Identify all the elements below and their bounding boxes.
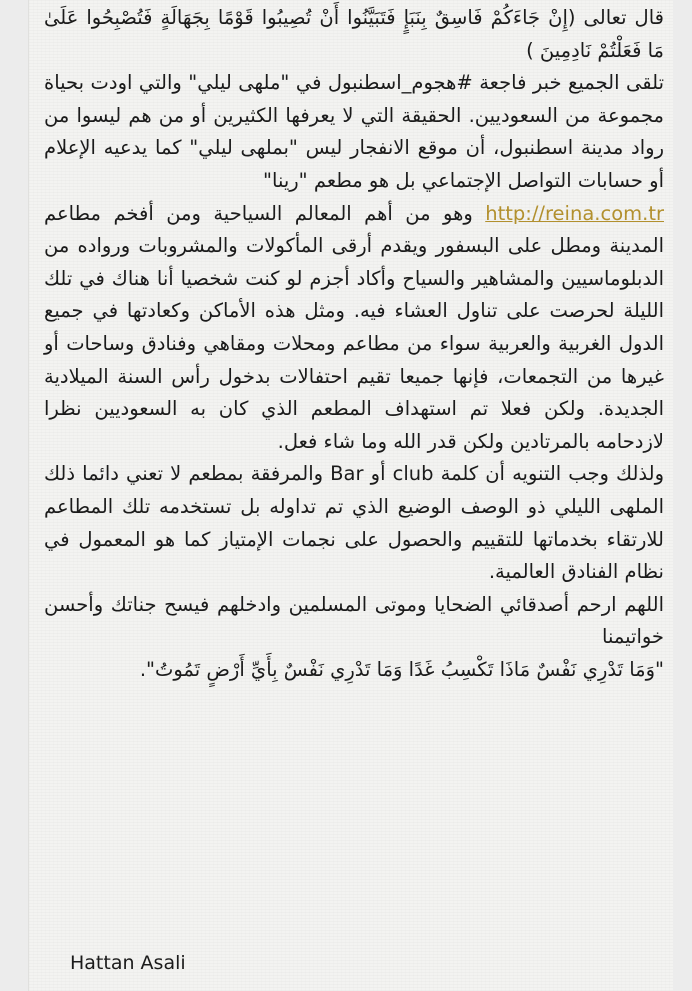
prayer-paragraph: اللهم ارحم أصدقائي الضحايا وموتى المسلمين وادخلهم فيسح جناتك وأحسن خواتيمنا (44, 592, 664, 649)
restaurant-description: وهو من أهم المعالم السياحية ومن أفخم مطاعم المدينة ومطل على البسفور ويقدم أرقى المأكولات والمشروبات ورواده من الدبلوماسيين والمشاهير والسياح وأكاد أجزم لو كنت شخصيا أنا هناك في تلك الليلة لحرصت على تناول العشاء فيه. ومثل هذه الأماكن وكعادتها في جميع الدول الغربية والعربية سواء من مطاعم ومحلات ومقاهي وفنادق وساحات أو غيرها من التجمعات، فإنها جميعا تقيم احتفالات بدخول رأس السنة الميلادية الجديدة. ولكن فعلا تم استهداف المطعم الذي كان به السعوديين نظرا لازدحامه بالمرتادين ولكن قدر الله وما شاء فعل. (44, 201, 664, 453)
quran-verse-paragraph: قال تعالى (إِنْ جَاءَكُمْ فَاسِقٌ بِنَبَإٍ فَتَبَيَّنُوا أَنْ تُصِيبُوا قَوْمًا بِجَهَالَةٍ فَتُصْبِحُوا عَلَىٰ مَا فَعَلْتُمْ نَادِمِينَ ) (44, 6, 664, 62)
closing-verse-paragraph: "وَمَا تَدْرِي نَفْسٌ مَاذَا تَكْسِبُ غَدًا وَمَا تَدْرِي نَفْسٌ بِأَيِّ أَرْضٍ تَمُوتُ". (139, 657, 664, 681)
club-word: club (392, 462, 434, 486)
note-body (44, 2, 664, 686)
restaurant-paragraph (44, 198, 664, 459)
news-paragraph: تلقى الجميع خبر فاجعة #هجوم_اسطنبول في "ملهى ليلي" والتي اودت بحياة مجموعة من السعوديين. الحقيقة التي لا يعرفها الكثيرين أو من هم ليسوا من رواد مدينة اسطنبول، أن موقع الانفجار ليس "بملهى ليلي" كما يدعيه الإعلام أو حسابات التواصل الإجتماعي بل هو مطعم "رينا" (44, 71, 664, 192)
or-word: أو (370, 462, 386, 486)
clarification-paragraph (44, 458, 664, 588)
clarification-rest: والمرفقة بمطعم لا تعني دائما ذلك الملهى الليلي ذو الوصف الوضيع الذي تم تداوله بل تستخدمه تلك المطاعم للارتقاء بخدماتها للتقييم والحصول على نجمات الإمتياز كما هو المعمول في نظام الفنادق العالمية. (44, 462, 664, 584)
author-signature: Hattan Asali (70, 952, 186, 974)
bar-word: Bar (330, 462, 364, 486)
reina-link[interactable]: http://reina.com.tr (485, 201, 664, 225)
clarification-intro: ولذلك وجب التنويه أن كلمة (440, 462, 665, 486)
